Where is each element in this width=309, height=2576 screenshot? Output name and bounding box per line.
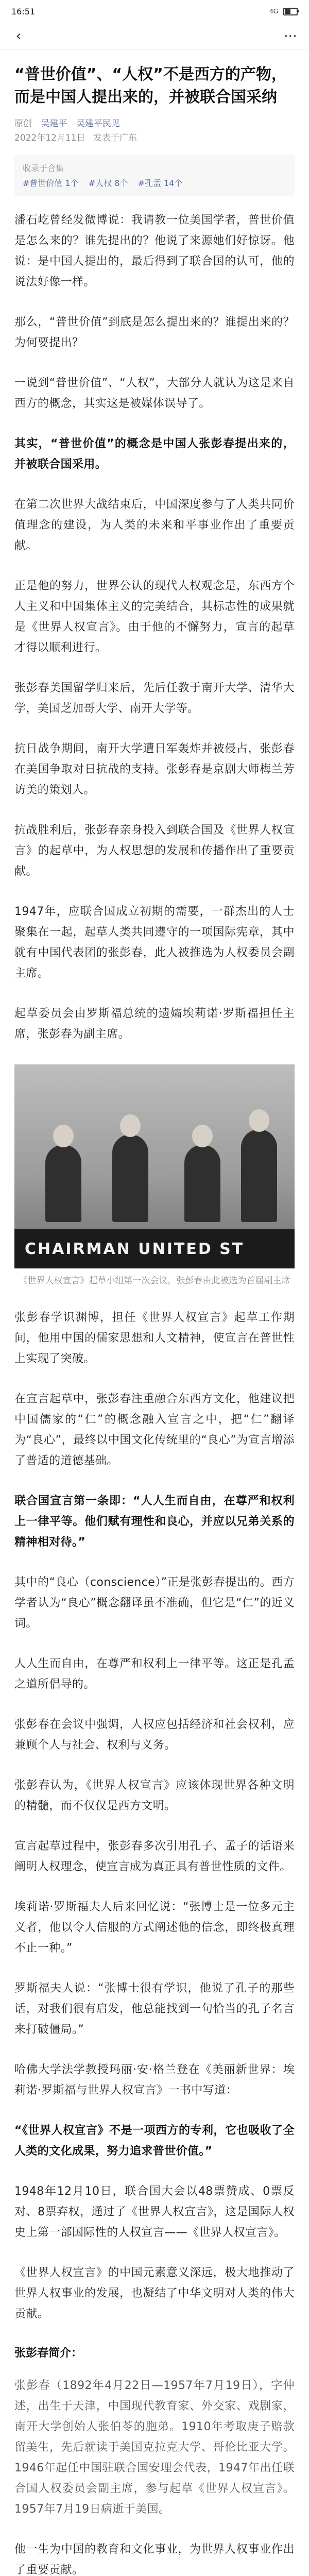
person-figure: [45, 1145, 81, 1222]
paragraph: 潘石屹曾经发微博说：我请教一位美国学者，普世价值是怎么来的？谁先提出的？他说了来源她们好惊讶。他说：是中国人提出的，最后得到了联合国的认可，他的说法好像一样。: [14, 214, 295, 289]
paragraph: 其中的“良心（conscience）”正是张彭春提出的。西方学者认为“良心”概念翻译虽不准确，但它是“仁”的近义词。: [14, 1576, 295, 1630]
paragraph: 抗日战争期间，南开大学遭日军轰炸并被侵占，张彭春在美国争取对日抗战的支持。张彭春是京剧大师梅兰芳访美的策划人。: [14, 742, 295, 796]
paragraph: 哈佛大学法学教授玛丽·安·格兰登在《美丽新世界：埃莉诺·罗斯福与世界人权宣言》一书中写道：: [14, 2063, 295, 2097]
person-figure: [112, 1134, 148, 1222]
paragraph: 埃莉诺·罗斯福夫人后来回忆说：“张博士是一位多元主义者，他以令人信服的方式阐述他的信念，即终极真理不止一种。”: [14, 1901, 295, 1955]
person-head: [120, 1114, 141, 1137]
collection-label: 收录于合集: [23, 163, 64, 173]
bio-paragraph: 张彭春（1892年4月22日—1957年7月19日），字仲述，出生于天津，中国现代教育家、外交家、戏剧家，南开大学创始人张伯苓的胞弟。1910年考取庚子赔款留美生，先后就读于美国克拉克大学、哥伦比亚大学。1946年起任中国驻联合国安理会代表，1947年出任联合国人权委员会副主席，参与起草《世界人权宣言》。1957年7月19日病逝于美国。: [14, 2379, 295, 2516]
paragraph: 宣言起草过程中，张彭春多次引用孔子、孟子的话语来阐明人权理念，使宣言成为真正具有普世性质的文件。: [14, 1840, 295, 1873]
paragraph: 在宣言起草中，张彭春注重融合东西方文化，他建议把中国儒家的“仁”的概念融入宣言之中，把“仁”翻译为“良心”，最终以中国文化传统里的“良心”为宣言增添了普适的道德基础。: [14, 1393, 295, 1467]
paragraph: 那么，“普世价值”到底是怎么提出来的？谁提出来的？为何要提出？: [14, 316, 295, 349]
person-head: [53, 1125, 74, 1147]
person-figure: [241, 1129, 277, 1222]
paragraph: 《世界人权宣言》的中国元素意义深远，极大地推动了世界人权事业的发展，也凝结了中华文明对人类的伟大贡献。: [14, 2266, 295, 2320]
article-title: “普世价值”、“人权”不是西方的产物，而是中国人提出来的，并被联合国采纳: [14, 65, 287, 106]
article-meta: [14, 117, 295, 130]
paragraph: 张彭春认为，《世界人权宣言》应该体现世界各种文明的精髓，而不仅仅是西方文明。: [14, 1779, 295, 1812]
paragraph: 其实，“普世价值”的概念是中国人张彭春提出来的，并被联合国采用。: [14, 437, 295, 471]
photo-sign: CHAIRMAN UNITED ST: [14, 1229, 295, 1268]
collection-tags: [23, 177, 286, 189]
paragraph: 联合国宣言第一条即：“人人生而自由，在尊严和权利上一律平等。他们赋有理性和良心，并应以兄弟关系的精神相对待。”: [14, 1495, 295, 1549]
battery-icon: [283, 8, 298, 15]
signal-label: 4G: [269, 8, 278, 15]
paragraph: 张彭春美国留学归来后，先后任教于南开大学、清华大学，美国芝加哥大学、南开大学等。: [14, 682, 295, 715]
status-time: 16:51: [11, 6, 36, 16]
paragraph: 他一生为中国的教育和文化事业，为世界人权事业作出了重要贡献。: [14, 2543, 295, 2576]
historic-photo: [14, 1064, 295, 1268]
article-content: [0, 50, 309, 2576]
collection-tag[interactable]: #普世价值 1个: [23, 178, 79, 188]
paragraph: “《世界人权宣言》不是一项西方的专利，它也吸收了全人类的文化成果，努力追求普世价值。”: [14, 2124, 295, 2158]
chevron-left-icon[interactable]: ‹: [15, 28, 22, 44]
paragraph: 罗斯福夫人说：“张博士很有学识，他说了孔子的那些话，对我们很有启发，他总能找到一句恰当的孔子名言来打破僵局。”: [14, 1982, 295, 2036]
paragraph: 1948年12月10日，联合国大会以48票赞成、0票反对、8票弃权，通过了《世界人权宣言》，这是国际人权史上第一部国际性的人权宣言——《世界人权宣言》。: [14, 2185, 295, 2239]
original-label: 原创: [14, 118, 32, 129]
article-meta-date: [14, 130, 295, 143]
person-figure: [184, 1145, 220, 1222]
paragraph: 起草委员会由罗斯福总统的遗孀埃莉诺·罗斯福担任主席，张彭春为副主席。: [14, 1007, 295, 1041]
section-heading: 张彭春简介：: [14, 2347, 83, 2360]
paragraph: 在第二次世界大战结束后，中国深度参与了人类共同价值理念的建设，为人类的未来和平事业作出了重要贡献。: [14, 498, 295, 552]
paragraph: 一说到“普世价值”、“人权”，大部分人就认为这是来自西方的概念，其实这是被媒体误导了。: [14, 377, 295, 410]
author-link[interactable]: 吴建平: [41, 118, 67, 129]
paragraph: 正是他的努力，世界公认的现代人权观念是，东西方个人主义和中国集体主义的完美结合，其标志性的成果就是《世界人权宣言》。由于他的不懈努力，宣言的起草才得以顺利进行。: [14, 580, 295, 654]
publish-date: 2022年12月11日: [14, 133, 85, 143]
paragraph: 1947年，应联合国成立初期的需要，一群杰出的人士聚集在一起，起草人类共同遵守的一项国际宪章，其中就有中国代表团的张彭春，此人被推选为人权委员会副主席。: [14, 905, 295, 980]
paragraph: 抗战胜利后，张彭春亲身投入到联合国及《世界人权宣言》的起草中，为人权思想的发展和传播作出了重要贡献。: [14, 824, 295, 878]
more-icon[interactable]: ⋯: [284, 28, 297, 44]
paragraph: 人人生而自由，在尊严和权利上一律平等。这正是孔孟之道所倡导的。: [14, 1657, 295, 1691]
account-link[interactable]: 吴建平民见: [76, 118, 120, 129]
paragraph: 张彭春学识渊博，担任《世界人权宣言》起草工作期间，他用中国的儒家思想和人文精神，使宣言在普世性上实现了突破。: [14, 1311, 295, 1365]
collection-box[interactable]: [14, 155, 295, 196]
photo-caption: 《世界人权宣言》起草小组第一次会议，张彭春由此被选为首届副主席: [19, 1276, 290, 1286]
paragraph: 张彭春在会议中强调，人权应包括经济和社会权利，应兼顾个人与社会、权利与义务。: [14, 1718, 295, 1752]
person-head: [192, 1125, 213, 1147]
person-head: [249, 1109, 269, 1132]
publish-location: 发表于广东: [93, 133, 137, 143]
nav-bar: [0, 23, 309, 50]
status-bar: [0, 0, 309, 23]
collection-tag[interactable]: #人权 8个: [88, 178, 128, 188]
collection-tag[interactable]: #孔孟 14个: [138, 178, 183, 188]
